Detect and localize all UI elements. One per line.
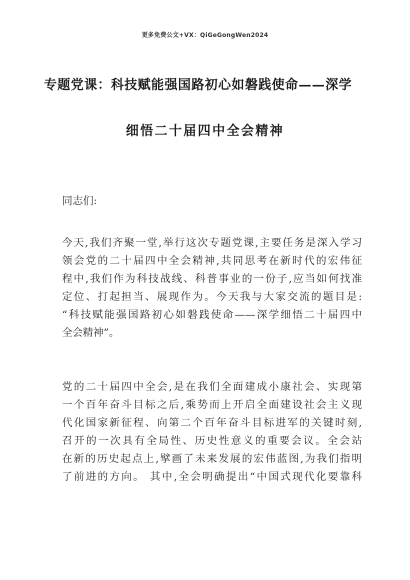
paragraph-line: “科技赋能强国路初心如磐践使命——深学细悟二十届四中: [62, 309, 362, 321]
title-line-1: 专题党课：科技赋能强国路初心如磐践使命——深学: [44, 78, 353, 93]
paragraph-1: [62, 234, 362, 342]
header-note: 更多免费公文+VX：QiGeGongWen2024: [141, 32, 269, 39]
paragraph-line: 了前进的方向。 其中,全会明确提出“中国式现代化要靠科: [62, 471, 362, 483]
paragraph-line: 定位、打起担当、展现作为。今天我与大家交流的题目是:: [62, 291, 362, 303]
paragraph-line: 领会党的二十届四中全会精神,共同思考在新时代的宏伟征: [62, 255, 362, 267]
paragraph-line: 一个百年奋斗目标之后,乘势而上开启全面建设社会主义现: [62, 399, 362, 411]
paragraph-line: 在新的历史起点上,擘画了未来发展的宏伟蓝图,为我们指明: [62, 453, 362, 465]
paragraph-line: 召开的一次具有全局性、历史性意义的重要会议。全会站: [62, 435, 362, 447]
paragraph-2: [62, 378, 362, 486]
paragraph-line: 全会精神”。: [62, 327, 120, 339]
paragraph-line: 今天,我们齐聚一堂,举行这次专题党课,主要任务是深入学习: [62, 237, 362, 249]
title-line-2: 细悟二十届四中全会精神: [125, 124, 285, 139]
paragraph-line: 程中,我们作为科技战线、科普事业的一份子,应当如何找准: [62, 273, 362, 285]
paragraph-line: 党的二十届四中全会,是在我们全面建成小康社会、实现第: [62, 381, 362, 393]
paragraph-line: 代化国家新征程、向第二个百年奋斗目标进军的关键时刻,: [62, 417, 362, 429]
salutation: 同志们:: [62, 195, 98, 207]
